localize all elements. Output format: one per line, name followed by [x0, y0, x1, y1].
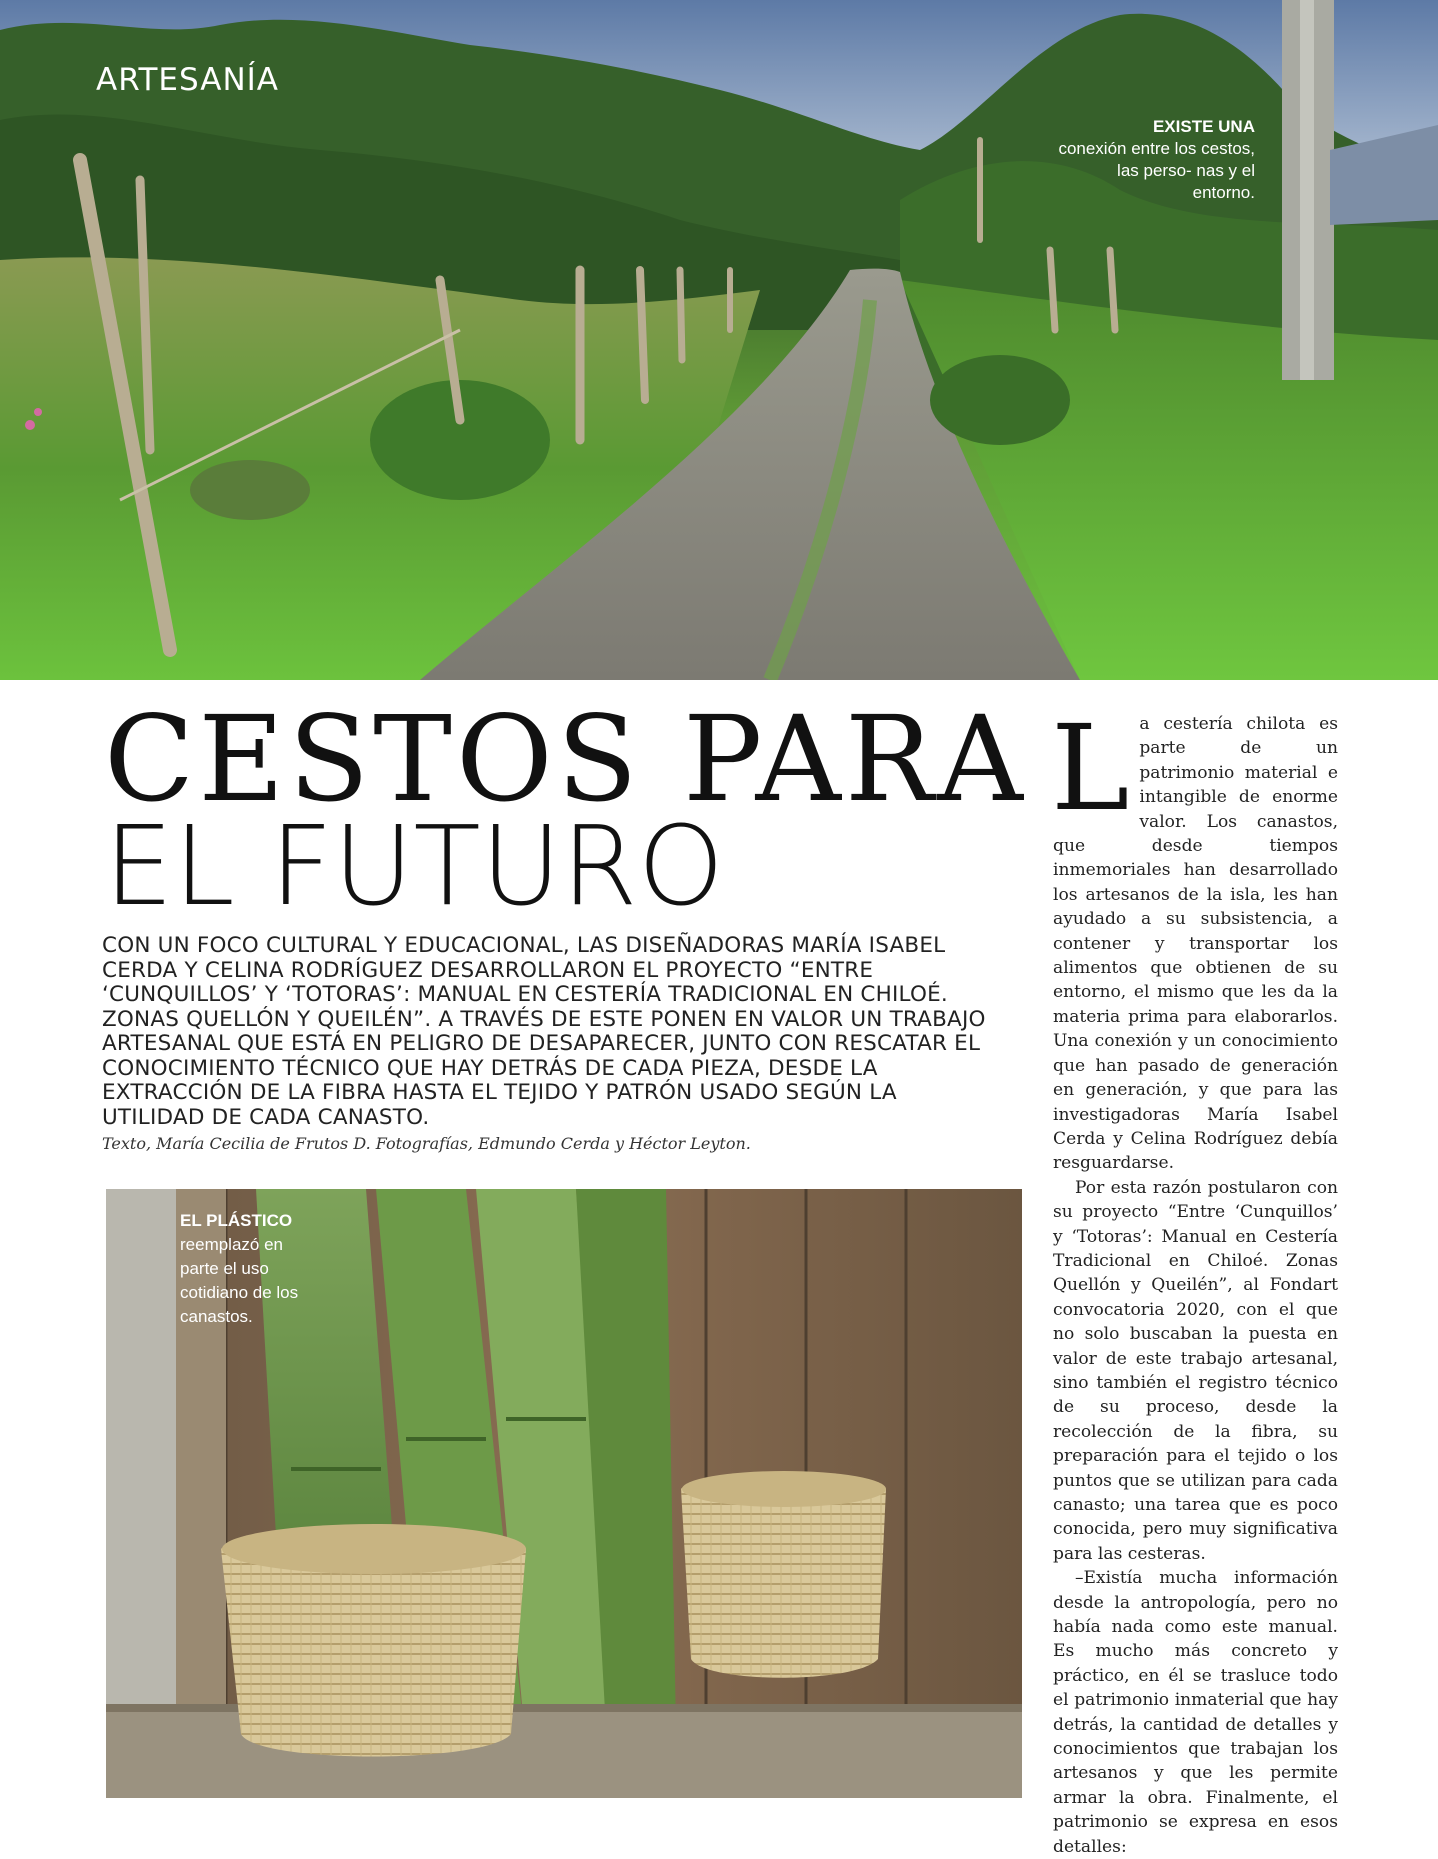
hero-caption-text: conexión entre los cestos, las perso- nas y el entorno.	[1058, 139, 1255, 202]
article-body	[1051, 699, 1338, 1859]
baskets-photo-caption	[180, 1209, 310, 1329]
article-title-line1: CESTOS PARA	[104, 690, 1027, 828]
article-deck: CON UN FOCO CULTURAL Y EDUCACIONAL, LAS DISEÑADORAS MARÍA ISABEL CERDA Y CELINA RODRÍGUEZ DESARROLLARON EL PROYECTO “ENTRE ‘CUNQUILLOS’ Y ‘TOTORAS’: MANUAL EN CESTERÍA TRADICIONAL EN CHILOÉ. ZONAS QUELLÓN Y QUEILÉN”. A TRAVÉS DE ESTE PONEN EN VALOR UN TRABAJO ARTESANAL QUE ESTÁ EN PELIGRO DE DESAPARECER, JUNTO CON RESCATAR EL CONOCIMIENTO TÉCNICO QUE HAY DETRÁS DE CADA PIEZA, DESDE LA EXTRACCIÓN DE LA FIBRA HASTA EL TEJIDO Y PATRÓN USADO SEGÚN LA UTILIDAD DE CADA CANASTO.	[102, 933, 986, 1130]
rural-road-illustration	[0, 0, 1438, 680]
body-paragraph-1-text: a cestería chilota es parte de un patrimonio material e intangible de enorme valor. Los canastos, que desde tiempos inmemoriales han desarrollado los artesanos de la isla, les han ayudado a su subsistencia, a contener y transportar los alimentos que obtienen de su entorno, el mismo que les da la materia prima para elaborarlos. Una conexión y un conocimiento que han pasado de generación en generación, y que para las investigadoras María Isabel Cerda y Celina Rodríguez debía resguardarse.	[1053, 714, 1338, 1174]
drop-cap: L	[1051, 699, 1130, 837]
article-title-line2: EL FUTURO	[104, 802, 725, 930]
body-paragraph-3: –Existía mucha información desde la antropología, pero no había nada como este manual. Es mucho más concreto y práctico, en él se trasluce todo el patrimonio inmaterial que hay detrás, la cantidad de detalles y conocimientos que trabajan los artesanos y que les permite armar la obra. Finalmente, el patrimonio se expresa en esos detalles:	[1053, 1568, 1338, 1857]
hero-photo-caption	[1055, 116, 1255, 204]
hero-photo	[0, 0, 1438, 680]
body-paragraph-1	[1051, 699, 1338, 1176]
body-paragraph-2: Por esta razón postularon con su proyecto “Entre ‘Cunquillos’ y ‘Totoras’: Manual en Cestería Tradicional en Chiloé. Zonas Quellón y Queilén”, al Fondart convocatoria 2020, con el que no solo buscaban la puesta en valor de este trabajo artesanal, sino también el registro técnico de su proceso, desde la recolección de la fibra, su preparación para el tejido o los puntos que se utilizan para cada canasto; una tarea que es poco conocida, pero muy significativa para las cesteras.	[1053, 1177, 1338, 1564]
section-label: ARTESANÍA	[96, 62, 280, 98]
article-credits: Texto, María Cecilia de Frutos D. Fotografías, Edmundo Cerda y Héctor Leyton.	[102, 1134, 751, 1153]
baskets-caption-lead: EL PLÁSTICO	[180, 1211, 293, 1230]
hero-caption-lead: EXISTE UNA	[1152, 117, 1255, 136]
baskets-caption-text: reemplazó en parte el uso cotidiano de los canastos.	[180, 1235, 299, 1326]
baskets-photo	[106, 1189, 1022, 1798]
